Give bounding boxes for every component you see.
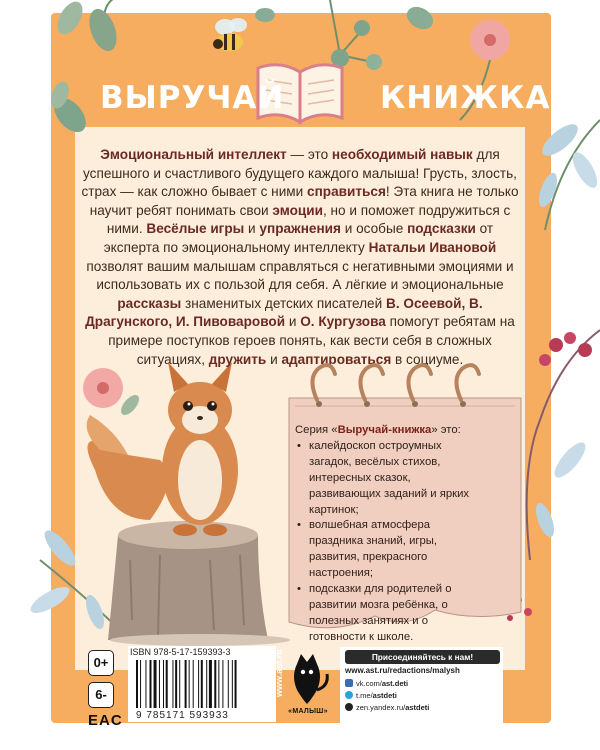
- zen-link[interactable]: [345, 703, 429, 712]
- highlight-text: справиться: [307, 184, 386, 200]
- barcode-icon: [134, 660, 272, 708]
- telegram-link-handle: astdeti: [372, 691, 397, 700]
- highlight-text: необходимый навык: [331, 147, 473, 162]
- zen-link-handle: astdeti: [405, 703, 430, 712]
- ast-url[interactable]: www.ast.ru: [274, 649, 284, 697]
- telegram-link[interactable]: [345, 691, 397, 700]
- highlight-text: В. Осеевой, В. Драгунского, И. Пивоваровой: [85, 295, 483, 330]
- highlight-text: О. Кургузова: [300, 314, 386, 330]
- series-intro: [295, 423, 473, 439]
- leaf-branch-top-left: [52, 0, 121, 55]
- flower-left: [83, 368, 142, 418]
- branch-right: [535, 119, 600, 230]
- age-rating-badge-secondary: 6-: [88, 682, 114, 708]
- tree-stump: [108, 521, 290, 646]
- site-link[interactable]: www.ast.ru/redactions/malysh: [345, 666, 460, 675]
- book-description: [80, 146, 520, 369]
- publisher-name: «МАЛЫШ»: [288, 708, 328, 715]
- series-features: [295, 423, 473, 646]
- body-text-segment: и: [266, 351, 282, 367]
- body-text-segment: и: [244, 221, 260, 237]
- intro-series-name: Выручай-книжка: [337, 424, 432, 436]
- body-text-segment: позволят вашим малышам справляться с негативными эмоциями и использовать их с пользой для себя. А лёгкие и эмоциональные: [86, 258, 514, 293]
- vk-link-prefix: vk.com/: [356, 679, 382, 688]
- highlight-text: подсказки: [407, 221, 476, 237]
- intro-text-after: » это:: [431, 424, 461, 436]
- list-item: • калейдоскоп остроумных загадок, весёлых стихов, интересных сказок, развивающих заданий и ярких картинок;: [295, 439, 473, 519]
- highlight-text: Эмоциональный интеллект: [100, 147, 287, 162]
- highlight-text: Натальи Ивановой: [368, 239, 497, 255]
- body-text-segment: в социуме.: [391, 351, 464, 367]
- eac-mark: EAC: [88, 712, 123, 729]
- list-item: • волшебная атмосфера праздника знаний, игры, развития, прекрасного настроения;: [295, 518, 473, 582]
- vk-icon: [345, 679, 353, 687]
- buds-top: [255, 0, 437, 70]
- telegram-link-prefix: t.me/: [356, 691, 373, 700]
- body-text-segment: , но и поможет подружиться с ними.: [106, 202, 511, 237]
- highlight-text: рассказы: [117, 295, 182, 311]
- series-title-part-2: КНИЖКА: [380, 80, 551, 116]
- body-text-segment: и особые: [340, 221, 408, 237]
- body-text-segment: и: [285, 314, 301, 330]
- highlight-text: адаптироваться: [281, 351, 392, 367]
- body-text-segment: помогут ребятам на примере поступков героев понять, как вести себя в сложных ситуациях,: [108, 314, 515, 367]
- body-text-segment: от эксперта по эмоциональному интеллекту: [103, 221, 494, 255]
- age-rating-badge: 0+: [88, 650, 114, 676]
- body-text-segment: знаменитых детских писателей: [181, 295, 386, 311]
- zen-link-prefix: zen.yandex.ru/: [356, 703, 406, 712]
- vk-link-handle: ast.deti: [381, 679, 409, 688]
- join-us-label: Присоединяйтесь к нам!: [345, 650, 500, 664]
- telegram-icon: [345, 691, 353, 699]
- isbn-text: ISBN 978-5-17-159393-3: [130, 647, 231, 657]
- intro-text-before: Серия «: [295, 424, 338, 436]
- highlight-text: эмоции: [272, 202, 323, 218]
- vk-link[interactable]: [345, 679, 408, 688]
- zen-icon: [345, 703, 353, 711]
- barcode-number: 9 785171 593933: [136, 710, 229, 721]
- highlight-text: Весёлые игры: [146, 221, 245, 237]
- body-text-segment: ! Эта книга не только научит ребят понимать свои: [89, 184, 519, 218]
- leaf-left-mid: [48, 79, 92, 138]
- series-title-part-1: ВЫРУЧАЙ: [100, 80, 285, 116]
- highlight-text: упражнения: [259, 221, 341, 237]
- bee-icon: [213, 18, 247, 51]
- highlight-text: дружить: [208, 351, 267, 367]
- list-item: • подсказки для родителей о развитии мозга ребёнка, о полезных занятиях и о готовности к школе.: [295, 582, 473, 646]
- body-text-segment: — это: [286, 147, 332, 162]
- publisher-cat-logo-icon: [283, 650, 333, 710]
- body-text-segment: для успешного и счастливого будущего каждого малыша! Грусть, злость, страх — как сложно бывает с ними: [81, 147, 517, 200]
- feature-list: [295, 439, 473, 646]
